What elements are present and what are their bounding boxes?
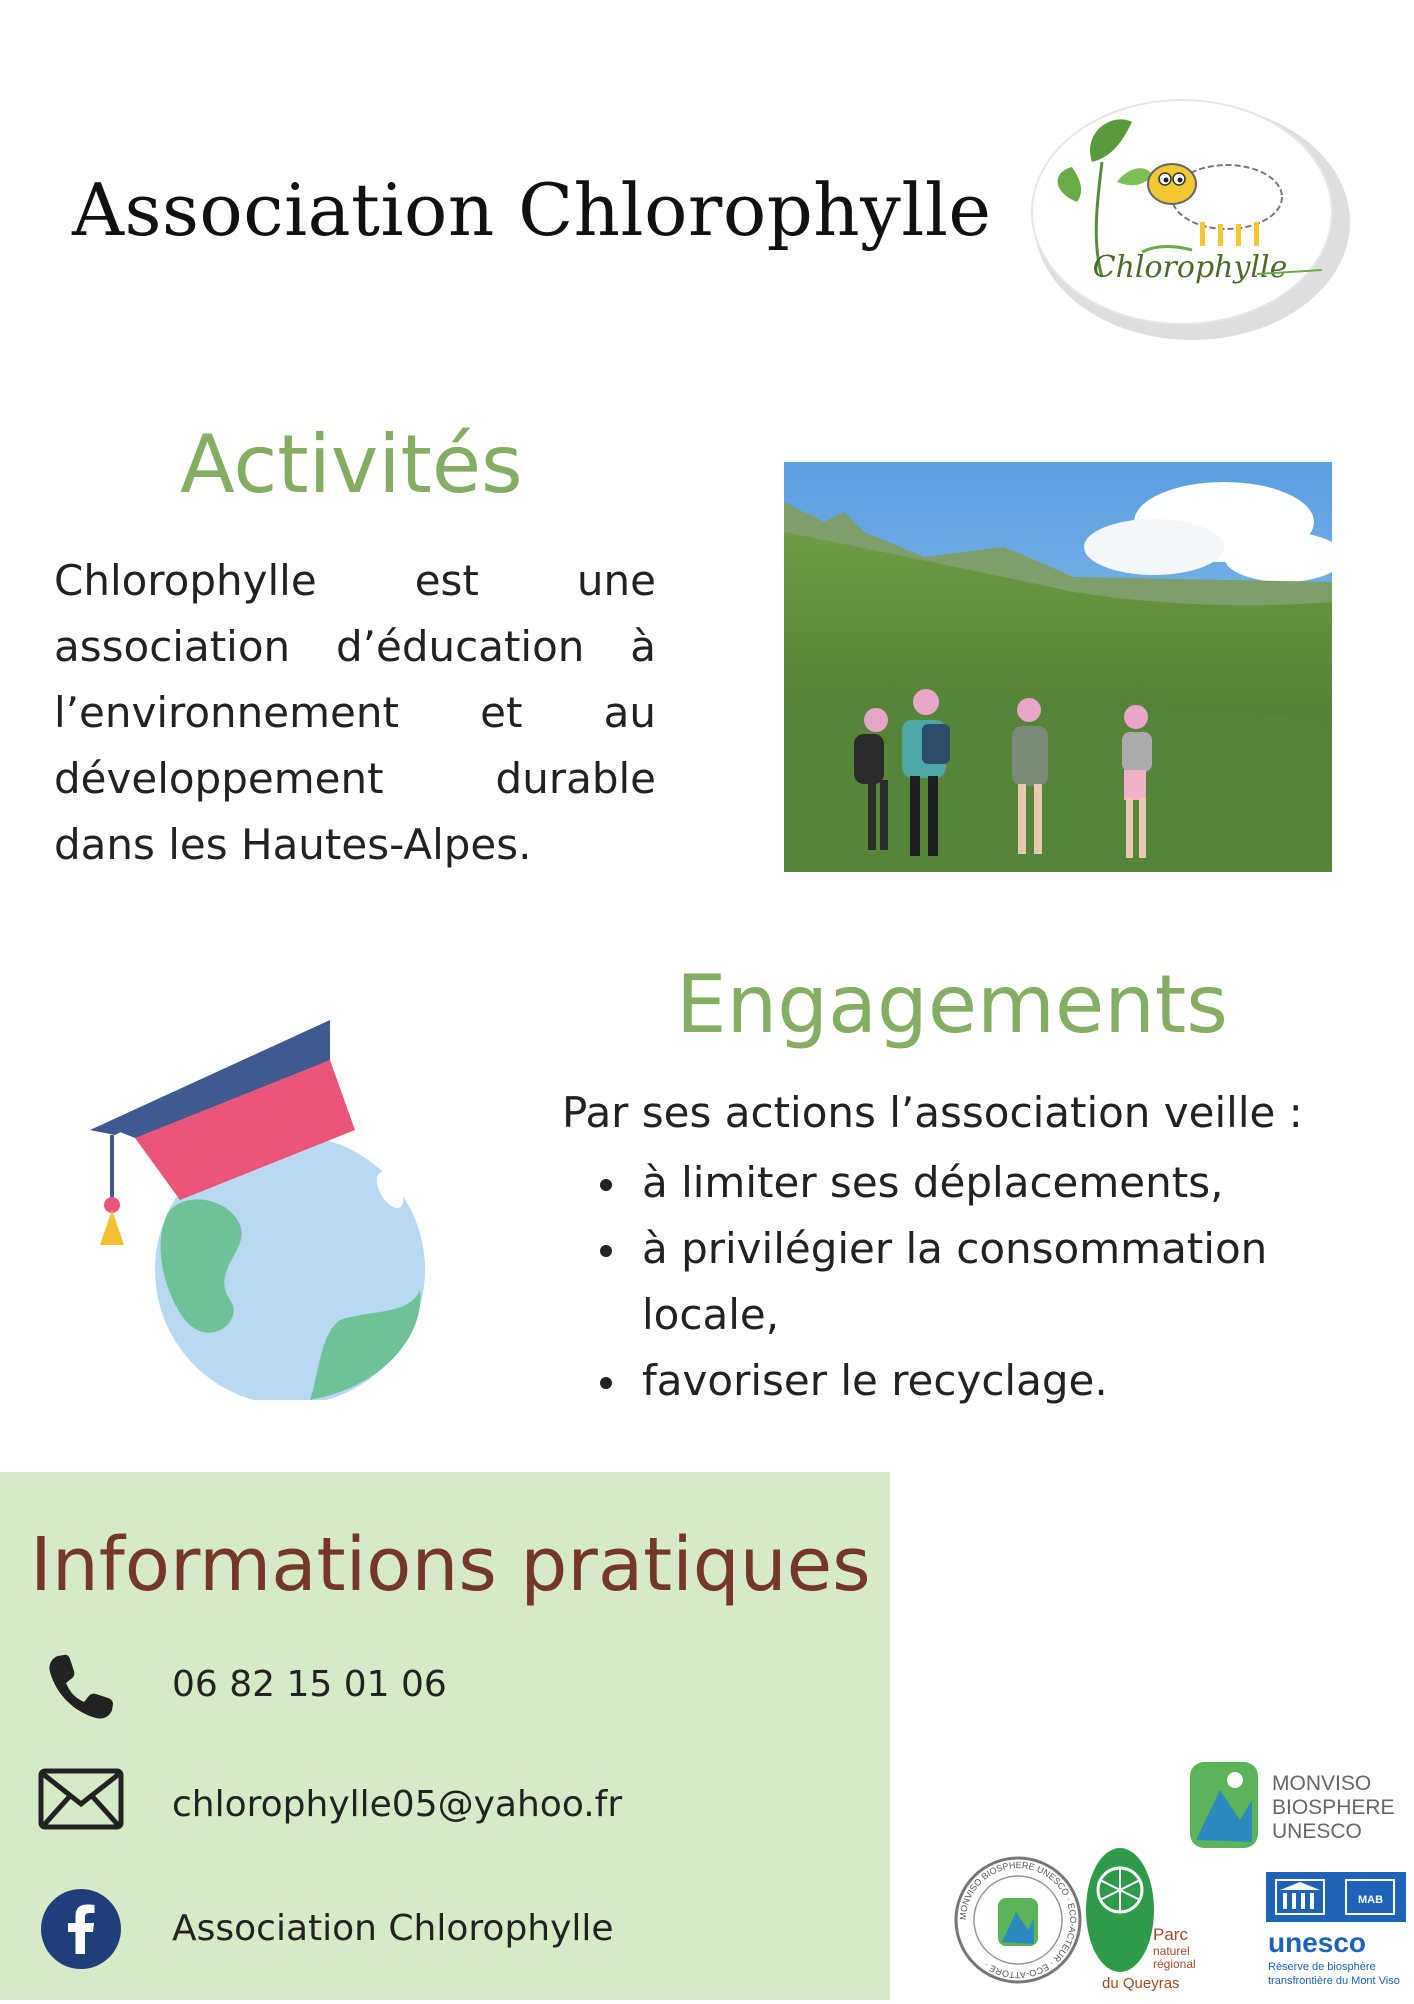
logo-wordmark: Chlorophylle <box>1092 250 1288 285</box>
engagements-heading: Engagements <box>676 958 1228 1051</box>
svg-text:transfrontière du Mont Viso: transfrontière du Mont Viso <box>1268 1975 1400 1987</box>
partner-logos <box>950 1750 1410 2000</box>
eco-acteur-badge <box>956 1858 1080 1982</box>
svg-text:MONVISO: MONVISO <box>1272 1772 1372 1795</box>
unesco-logo <box>1266 1872 1406 1987</box>
email-address[interactable]: chlorophylle05@yahoo.fr <box>172 1784 623 1825</box>
engagements-list <box>600 1150 1300 1414</box>
activites-heading: Activités <box>180 418 523 511</box>
activites-description: Chlorophylle est une association d’éducation à l’environnement et au développement durable dans les Hautes-Alpes. <box>54 556 656 869</box>
facebook-page-link[interactable]: Association Chlorophylle <box>172 1908 614 1949</box>
svg-text:Réserve de biosphère: Réserve de biosphère <box>1268 1961 1376 1973</box>
phone-number[interactable]: 06 82 15 01 06 <box>172 1664 447 1705</box>
monviso-biosphere-logo <box>1190 1762 1395 1848</box>
svg-text:BIOSPHERE: BIOSPHERE <box>1272 1796 1395 1819</box>
list-item: à privilégier la consommation locale, <box>600 1216 1300 1348</box>
globe-graduation-cap-icon <box>90 1020 440 1400</box>
envelope-icon <box>38 1768 124 1830</box>
list-item: à limiter ses déplacements, <box>600 1150 1300 1216</box>
phone-icon <box>46 1652 116 1722</box>
svg-text:du Queyras: du Queyras <box>1102 1975 1180 1992</box>
facebook-icon[interactable] <box>40 1888 122 1970</box>
svg-text:naturel: naturel <box>1153 1944 1190 1958</box>
svg-text:UNESCO: UNESCO <box>1272 1820 1362 1843</box>
svg-text:MONVISO BIOSPHERE UNESCO · ECO: MONVISO BIOSPHERE UNESCO · ECO-ACTEUR · ECO-ATTORE · <box>957 1859 1079 1981</box>
svg-text:régional: régional <box>1153 1957 1196 1971</box>
children-hiking-photo <box>784 462 1332 872</box>
chlorophylle-logo <box>1022 92 1352 342</box>
svg-text:unesco: unesco <box>1268 1927 1367 1958</box>
parc-queyras-logo <box>1086 1848 1196 1992</box>
list-item: favoriser le recyclage. <box>600 1348 1300 1414</box>
page-title: Association Chlorophylle <box>72 168 992 252</box>
engagements-intro: Par ses actions l’association veille : <box>562 1088 1303 1137</box>
informations-heading: Informations pratiques <box>30 1522 871 1608</box>
svg-text:Parc: Parc <box>1153 1925 1188 1944</box>
svg-text:MAB: MAB <box>1358 1894 1384 1906</box>
